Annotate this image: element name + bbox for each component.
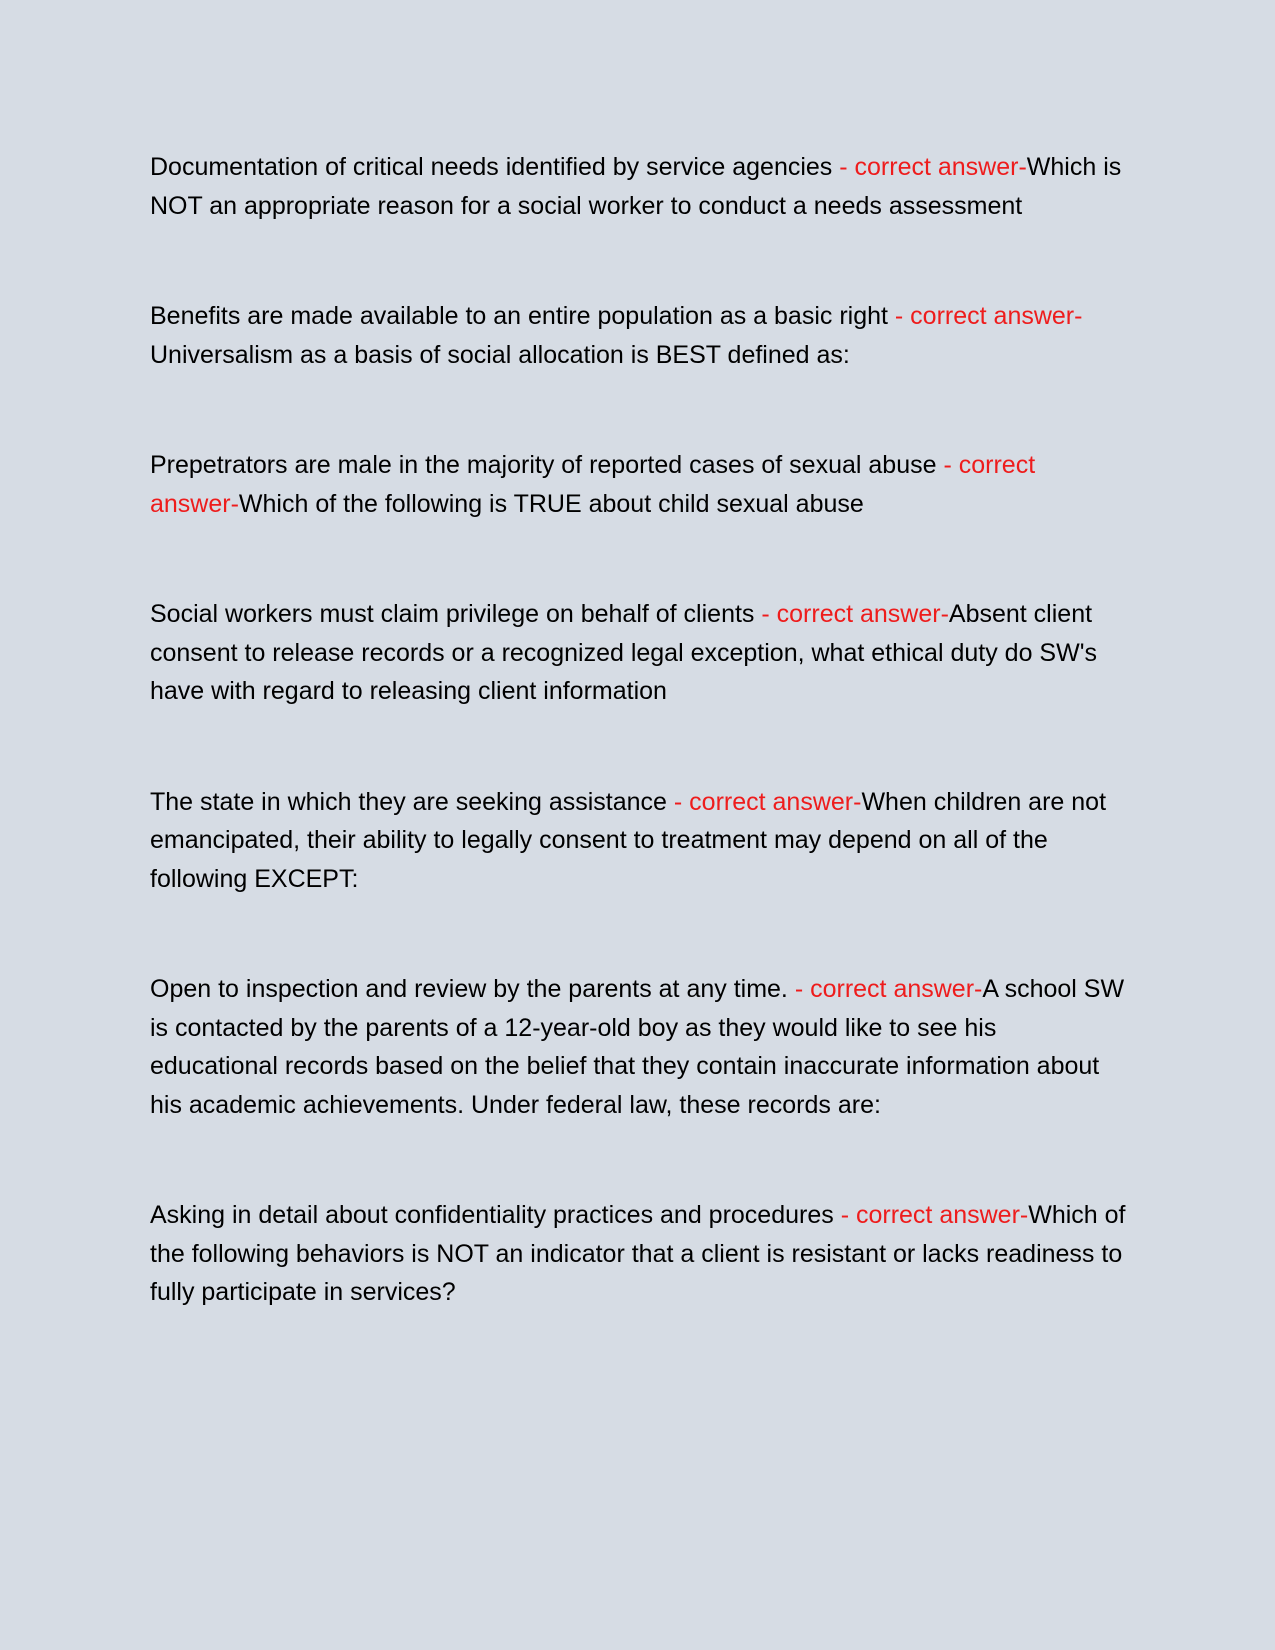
answer-text: Social workers must claim privilege on behalf of clients xyxy=(150,600,755,628)
document-page xyxy=(150,148,1130,1384)
answer-text: Prepetrators are male in the majority of reported cases of sexual abuse xyxy=(150,451,937,479)
qa-entry xyxy=(150,595,1130,711)
question-text: Universalism as a basis of social allocation is BEST defined as: xyxy=(150,340,850,369)
question-text: When children are not emancipated, their ability to legally consent to treatment may depend on all of the following EXCEPT: xyxy=(150,787,1107,893)
answer-text: The state in which they are seeking assistance xyxy=(150,787,667,816)
question-text: A school SW is contacted by the parents of a 12-year-old boy as they would like to see his educational records based on the belief that they contain inaccurate information about his academic achievements. Under federal law, these records are: xyxy=(150,975,1125,1119)
qa-entry xyxy=(150,970,1130,1124)
question-text: Absent client consent to release records or a recognized legal exception, what ethical duty do SW's have with regard to releasing client information xyxy=(150,600,1097,705)
answer-text: Documentation of critical needs identified by service agencies xyxy=(150,153,833,181)
qa-entry xyxy=(150,783,1130,899)
qa-entry xyxy=(150,148,1130,225)
qa-entry xyxy=(150,446,1130,523)
question-text: Which of the following behaviors is NOT an indicator that a client is resistant or lacks readiness to fully participate in services? xyxy=(150,1201,1126,1306)
correct-answer-separator: - correct answer- xyxy=(150,451,1036,518)
question-text: Which of the following is TRUE about child sexual abuse xyxy=(238,489,864,518)
answer-text: Asking in detail about confidentiality practices and procedures xyxy=(150,1201,834,1229)
correct-answer-separator: - correct answer- xyxy=(887,302,1083,330)
correct-answer-separator: - correct answer- xyxy=(754,600,949,628)
qa-entry xyxy=(150,1196,1130,1312)
qa-entry xyxy=(150,297,1130,374)
answer-text: Open to inspection and review by the parents at any time. xyxy=(150,975,788,1003)
correct-answer-separator: - correct answer- xyxy=(787,975,983,1003)
correct-answer-separator: - correct answer- xyxy=(832,153,1027,181)
correct-answer-separator: - correct answer- xyxy=(666,787,862,816)
correct-answer-separator: - correct answer- xyxy=(833,1201,1029,1229)
answer-text: Benefits are made available to an entire population as a basic right xyxy=(150,302,888,330)
question-text: Which is NOT an appropriate reason for a social worker to conduct a needs assessment xyxy=(150,153,1122,220)
